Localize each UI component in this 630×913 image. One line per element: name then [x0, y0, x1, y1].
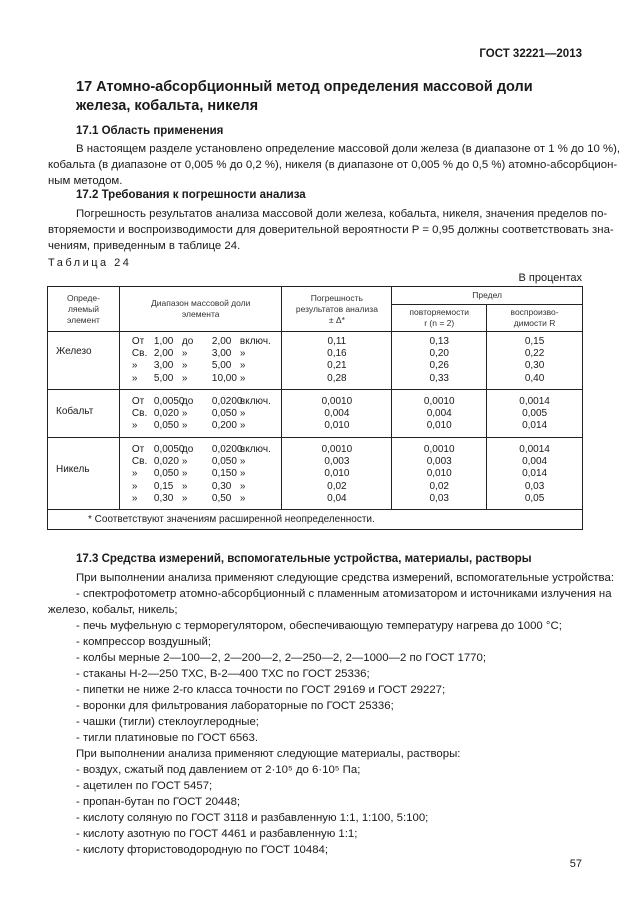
section-title: 17 Атомно-абсорбционный метод определения массовой доли железа, кобальта, никеля [76, 79, 533, 114]
list-item: - спектрофотометр атомно-абсорбционный с пламенным атомизатором и источниками излучения на [76, 588, 612, 600]
header-reproducibility: воспроизво- димости R [487, 305, 583, 332]
list-item: - кислоту соляную по ГОСТ 3118 и разбавленную 1:1, 1:100, 5:100; [76, 812, 429, 824]
list-item: - кислоту азотную по ГОСТ 4461 и разбавленную 1:1; [76, 828, 358, 840]
header-range: Диапазон массовой доли элемента [119, 287, 282, 332]
list-item: - чашки (тигли) стеклоуглеродные; [76, 716, 259, 728]
para-17-2-line-2: вторяемости и воспроизводимости для доверительной вероятности P = 0,95 должны соответствовать зна- [48, 224, 614, 236]
range-cell: От 1,00 до 2,00 включ. Св. 2,00 » 3,00 » » 3,00 » 5,00 » » 5,00 » 10,00 » [119, 332, 282, 390]
list-item: - пипетки не ниже 2-го класса точности по ГОСТ 29169 и ГОСТ 29227; [76, 684, 446, 696]
element-cell: Никель [48, 438, 120, 510]
element-cell: Кобальт [48, 390, 120, 438]
table-footnote: * Соответствуют значениям расширенной неопределенности. [48, 510, 583, 530]
para-17-1-line-3: ным методом. [48, 175, 123, 187]
subsection-17-2-title: 17.2 Требования к погрешности анализа [76, 189, 306, 201]
list-item: - стаканы Н-2—250 ТХС, В-2—400 ТХС по ГОСТ 25336; [76, 668, 370, 680]
element-cell: Железо [48, 332, 120, 390]
list-item: - тигли платиновые по ГОСТ 6563. [76, 732, 258, 744]
list-item: - кислоту фтористоводородную по ГОСТ 10484; [76, 844, 329, 856]
table-row [48, 390, 583, 438]
para-17-2-line-3: чениям, приведенным в таблице 24. [48, 240, 241, 252]
document-code: ГОСТ 32221—2013 [479, 48, 582, 60]
para-17-1-line-1: В настоящем разделе установлено определение массовой доли железа (в диапазоне от 1 % до 10 %), [76, 143, 621, 155]
subsection-17-3-title: 17.3 Средства измерений, вспомогательные устройства, материалы, растворы [76, 553, 532, 565]
error-cell: 0,11 0,16 0,21 0,28 [282, 332, 392, 390]
table-caption: Таблица 24 [48, 257, 132, 269]
header-repeatability: повторяемости r (n = 2) [392, 305, 487, 332]
range-cell: От 0,0050до 0,0200включ. Св. 0,020 » 0,050 » » 0,050 » 0,200 » [119, 390, 282, 438]
list-item: - пропан-бутан по ГОСТ 20448; [76, 796, 241, 808]
list-item: - компрессор воздушный; [76, 636, 212, 648]
table-unit: В процентах [518, 272, 582, 284]
list-item: - воздух, сжатый под давлением от 2·10⁵ до 6·10⁵ Па; [76, 764, 361, 776]
header-error: Погрешность результатов анализа ± Δ* [282, 287, 392, 332]
para-17-3-line-materials: При выполнении анализа применяют следующие материалы, растворы: [76, 748, 461, 760]
header-limit: Предел [392, 287, 583, 305]
error-cell: 0,0010 0,003 0,010 0,02 0,04 [282, 438, 392, 510]
list-item: - колбы мерные 2—100—2, 2—200—2, 2—250—2, 2—1000—2 по ГОСТ 1770; [76, 652, 486, 664]
repeatability-cell: 0,0010 0,003 0,010 0,02 0,03 [392, 438, 487, 510]
list-item-continued: железо, кобальт, никель; [48, 604, 178, 616]
list-item: - ацетилен по ГОСТ 5457; [76, 780, 213, 792]
header-element: Опреде- ляемый элемент [48, 287, 120, 332]
reproducibility-cell: 0,15 0,22 0,30 0,40 [487, 332, 583, 390]
repeatability-cell: 0,0010 0,004 0,010 [392, 390, 487, 438]
para-17-3-line-1: При выполнении анализа применяют следующие средства измерений, вспомогательные устройства: [76, 572, 614, 584]
error-cell: 0,0010 0,004 0,010 [282, 390, 392, 438]
page-number: 57 [569, 858, 582, 870]
para-17-2-line-1: Погрешность результатов анализа массовой доли железа, кобальта, никеля, значения пределов по- [76, 208, 608, 220]
reproducibility-cell: 0,0014 0,004 0,014 0,03 0,05 [487, 438, 583, 510]
table-row [48, 438, 583, 510]
table-24 [47, 286, 583, 530]
list-item: - воронки для фильтрования лабораторные по ГОСТ 25336; [76, 700, 394, 712]
reproducibility-cell: 0,0014 0,005 0,014 [487, 390, 583, 438]
range-cell: От 0,0050до 0,0200включ. Св. 0,020 » 0,050 » » 0,050 » 0,150 » » 0,15 » 0,30 » » 0,30 » 0,50 » [119, 438, 282, 510]
subsection-17-1-title: 17.1 Область применения [76, 125, 224, 137]
repeatability-cell: 0,13 0,20 0,26 0,33 [392, 332, 487, 390]
table-row [48, 332, 583, 390]
para-17-1-line-2: кобальта (в диапазоне от 0,005 % до 0,2 %), никеля (в диапазоне от 0,005 % до 0,5 %) атомно-абсорбцион- [48, 159, 618, 171]
list-item: - печь муфельную с терморегулятором, обеспечивающую температуру нагрева до 1000 °С; [76, 620, 562, 632]
